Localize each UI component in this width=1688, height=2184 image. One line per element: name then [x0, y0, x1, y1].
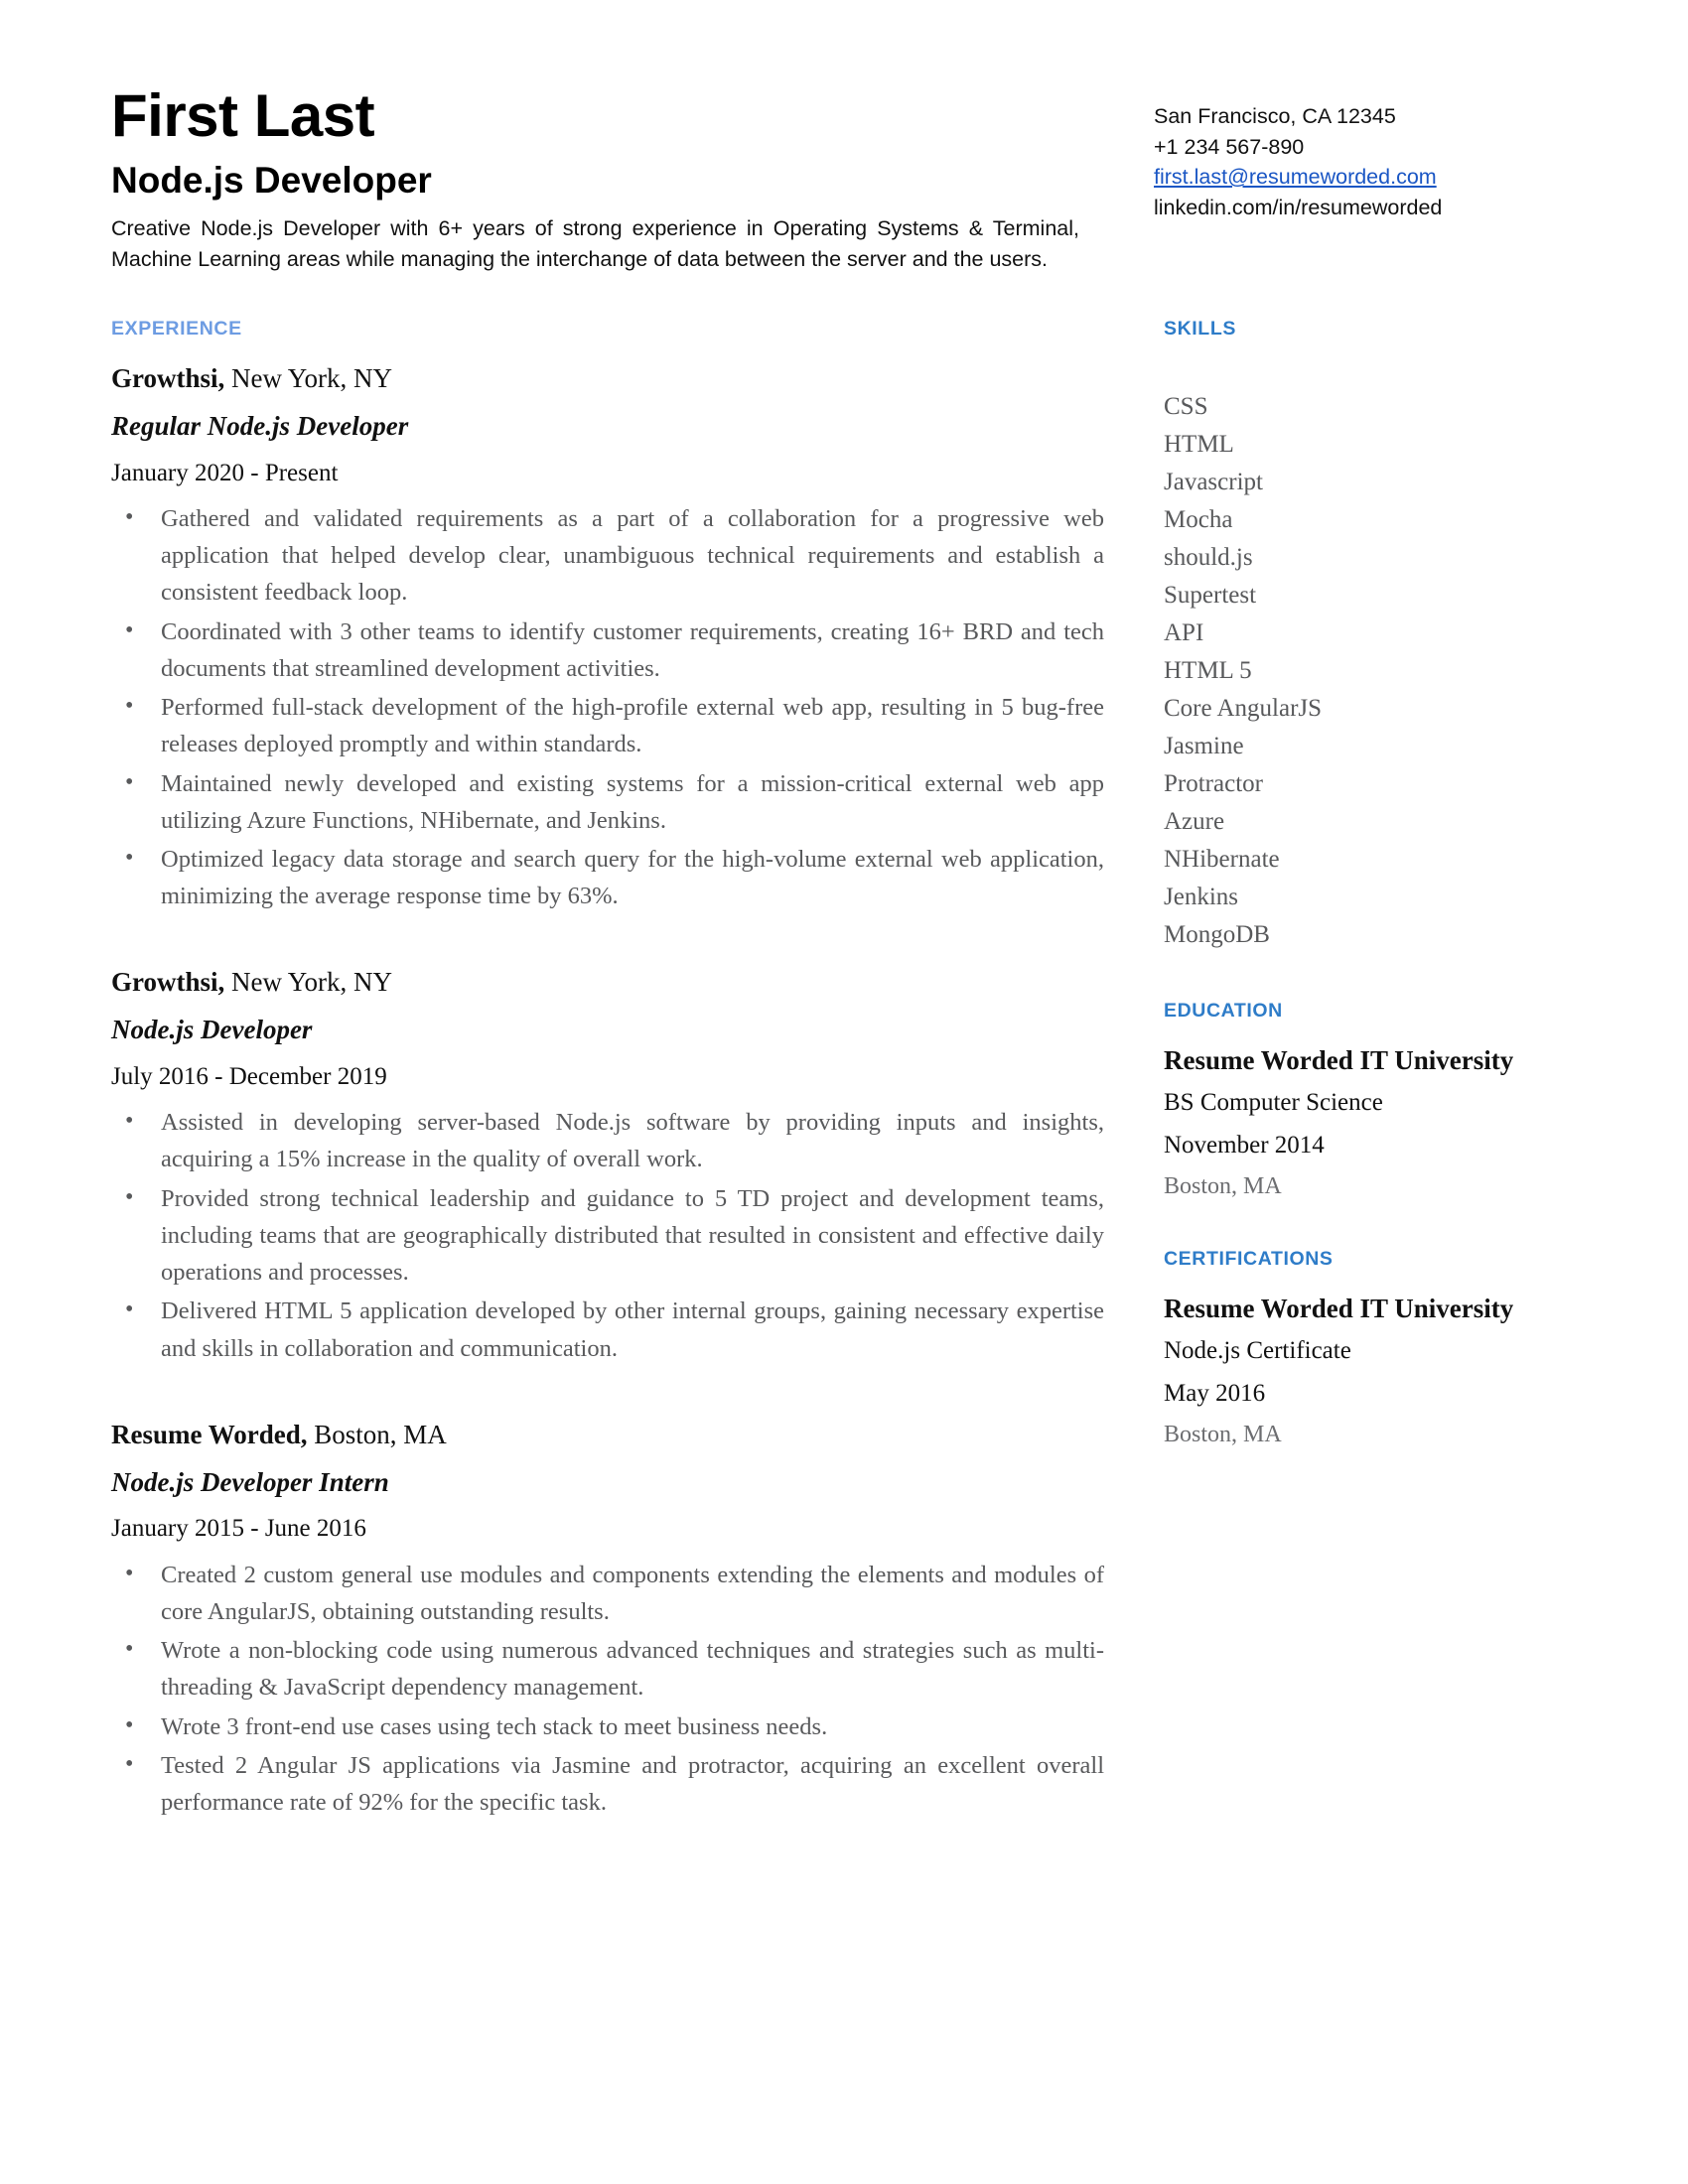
professional-summary: Creative Node.js Developer with 6+ years of strong experience in Operating Systems & Terminal, Machine Learning areas while managing the interchange of data between the server and the users.: [111, 216, 1079, 271]
education-location: Boston, MA: [1164, 1173, 1282, 1200]
experience-dates: July 2016 - December 2019: [111, 1062, 387, 1090]
skills-spacer: [1164, 362, 1581, 388]
experience-company-line: [111, 966, 1104, 1000]
experience-entry: [111, 362, 1104, 914]
experience-company-name: Growthsi,: [111, 363, 225, 394]
education-degree: BS Computer Science: [1164, 1089, 1383, 1117]
skill-item: Jenkins: [1164, 884, 1238, 911]
experience-bullet: • Assisted in developing server-based Node.js software by providing inputs and insights, acquiring a 15% increase in the quality of overall work.: [111, 1104, 1104, 1177]
skill-item: HTML: [1164, 431, 1234, 459]
section-heading-skills: SKILLS: [1164, 318, 1236, 341]
skill-item: Azure: [1164, 808, 1225, 836]
candidate-name: First Last: [111, 82, 375, 149]
certification-location: Boston, MA: [1164, 1422, 1282, 1448]
education-institution: Resume Worded IT University: [1164, 1045, 1514, 1076]
skill-item: Javascript: [1164, 469, 1263, 496]
contact-email-link[interactable]: first.last@resumeworded.com: [1154, 165, 1437, 190]
section-heading-education: EDUCATION: [1164, 1000, 1283, 1023]
contact-block: [1154, 85, 1571, 222]
experience-company-name: Resume Worded,: [111, 1419, 308, 1449]
skill-item: API: [1164, 619, 1204, 647]
main-column: [111, 318, 1104, 1837]
skill-item: Core AngularJS: [1164, 695, 1323, 723]
certification-institution: Resume Worded IT University: [1164, 1294, 1514, 1324]
skill-item: NHibernate: [1164, 846, 1280, 874]
experience-role: Node.js Developer Intern: [111, 1466, 389, 1497]
experience-company-location: Boston, MA: [307, 1419, 447, 1449]
candidate-job-title: Node.js Developer: [111, 160, 432, 202]
experience-role: Regular Node.js Developer: [111, 410, 409, 441]
experience-bullet: • Wrote 3 front-end use cases using tech stack to meet business needs.: [111, 1708, 1104, 1745]
section-heading-experience: EXPERIENCE: [111, 318, 242, 341]
skills-section: [1164, 318, 1581, 954]
resume-body: [111, 318, 1571, 1837]
experience-company-name: Growthsi,: [111, 967, 225, 998]
section-heading-certifications: CERTIFICATIONS: [1164, 1248, 1334, 1271]
sidebar-column: [1164, 318, 1581, 1837]
skill-item: Mocha: [1164, 506, 1233, 534]
header-left: [111, 82, 1104, 274]
experience-bullet: • Delivered HTML 5 application developed by other internal groups, gaining necessary expertise and skills in collaboration and communication.: [111, 1293, 1104, 1366]
experience-bullets: [111, 1557, 1104, 1822]
certification-date: May 2016: [1164, 1379, 1266, 1407]
education-section: [1164, 1000, 1581, 1202]
section-spacer: [111, 930, 1104, 966]
experience-company-line: [111, 362, 1104, 396]
experience-company-line: [111, 1419, 1104, 1452]
certifications-section: [1164, 1248, 1581, 1450]
education-date: November 2014: [1164, 1131, 1325, 1159]
contact-location: San Francisco, CA 12345: [1154, 104, 1396, 128]
contact-phone: +1 234 567-890: [1154, 134, 1305, 159]
experience-dates: January 2015 - June 2016: [111, 1515, 366, 1543]
experience-bullets: [111, 1104, 1104, 1367]
skill-item: MongoDB: [1164, 921, 1270, 949]
skill-item: Supertest: [1164, 582, 1257, 610]
experience-bullet: • Created 2 custom general use modules and components extending the elements and modules of core AngularJS, obtaining outstanding results.: [111, 1557, 1104, 1630]
experience-bullet: • Maintained newly developed and existing systems for a mission-critical external web app utilizing Azure Functions, NHibernate, and Jenkins.: [111, 765, 1104, 839]
skill-item: Protractor: [1164, 770, 1263, 798]
experience-dates: January 2020 - Present: [111, 459, 339, 486]
experience-bullet: • Tested 2 Angular JS applications via Jasmine and protractor, acquiring an excellent overall performance rate of 92% for the specific task.: [111, 1747, 1104, 1821]
experience-bullet: • Wrote a non-blocking code using numerous advanced techniques and strategies such as multi-threading & JavaScript dependency management.: [111, 1632, 1104, 1706]
experience-entry: [111, 1419, 1104, 1821]
experience-bullet: • Performed full-stack development of the high-profile external web app, resulting in 5 bug-free releases deployed promptly and within standards.: [111, 689, 1104, 762]
experience-bullets: [111, 500, 1104, 915]
experience-role: Node.js Developer: [111, 1015, 313, 1045]
contact-linkedin[interactable]: linkedin.com/in/resumeworded: [1154, 195, 1443, 219]
section-spacer: [111, 1383, 1104, 1419]
experience-entry: [111, 966, 1104, 1366]
skill-item: CSS: [1164, 393, 1208, 421]
resume-header: [111, 82, 1571, 274]
skill-item: Jasmine: [1164, 733, 1244, 760]
experience-company-location: New York, NY: [224, 363, 393, 394]
experience-bullet: • Provided strong technical leadership and guidance to 5 TD project and development teams, including teams that are geographically distributed that resulted in consistent and effective daily operations and processes.: [111, 1180, 1104, 1292]
skill-item: HTML 5: [1164, 657, 1252, 685]
experience-bullet: • Coordinated with 3 other teams to identify customer requirements, creating 16+ BRD and tech documents that streamlined development activities.: [111, 614, 1104, 687]
experience-company-location: New York, NY: [224, 967, 393, 998]
experience-bullet: • Optimized legacy data storage and search query for the high-volume external web application, minimizing the average response time by 63%.: [111, 841, 1104, 914]
skills-list: [1164, 388, 1581, 954]
experience-bullet: • Gathered and validated requirements as a part of a collaboration for a progressive web application that helped develop clear, unambiguous technical requirements and establish a consistent feedback loop.: [111, 500, 1104, 612]
skill-item: should.js: [1164, 544, 1253, 572]
certification-name: Node.js Certificate: [1164, 1337, 1351, 1365]
